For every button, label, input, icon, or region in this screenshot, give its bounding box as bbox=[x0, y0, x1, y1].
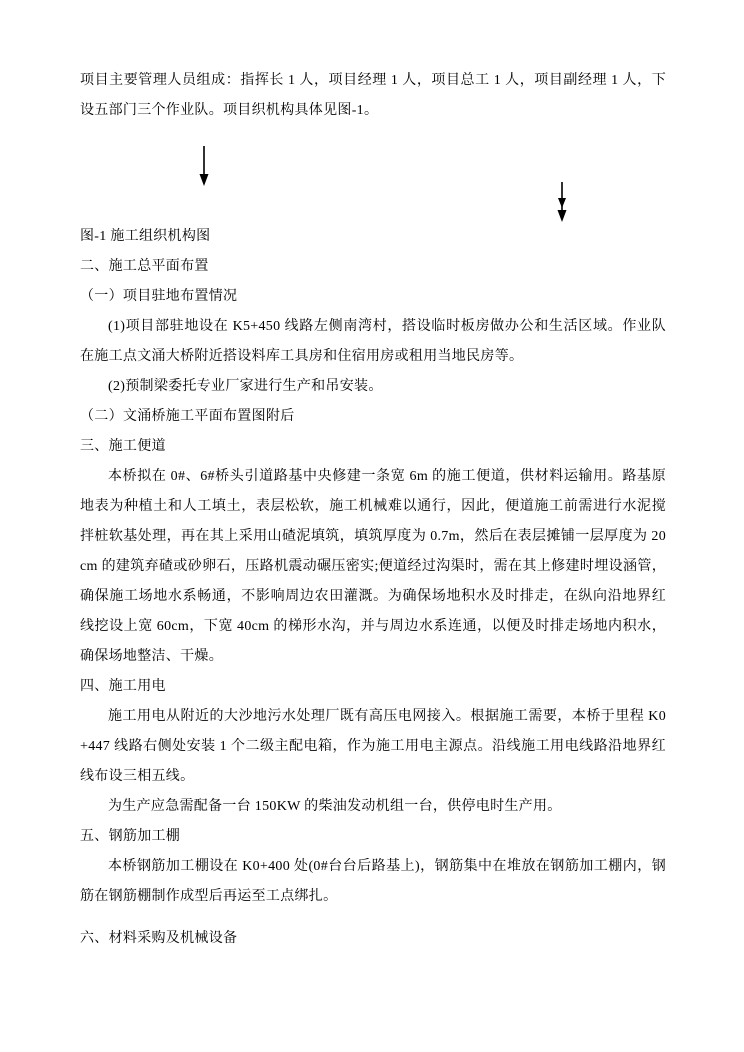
section4-paragraph-2: 为生产应急需配备一台 150KW 的柴油发动机组一台，供停电时生产用。 bbox=[108, 799, 562, 814]
section5-title: 五、钢筋加工棚 bbox=[80, 829, 181, 844]
figure-caption: 图-1 施工组织机构图 bbox=[80, 229, 211, 244]
section2-sub1-title: （一）项目驻地布置情况 bbox=[80, 289, 238, 304]
section3-title: 三、施工便道 bbox=[80, 439, 166, 454]
section3-paragraph-1: 本桥拟在 0#、6#桥头引道路基中央修建一条宽 6m 的施工便道，供材料运输用。路基原地表为种植土和人工填土，表层松软，施工机械难以通行，因此，便道施工前需进行水泥搅拌桩软基处理，再在其上采用山碴泥填筑，填筑厚度为 0.7m，然后在表层摊铺一层厚度为 20cm 的建筑弃碴或砂卵石，压路机震动碾压密实;便道经过沟渠时，需在其上修建时埋设涵管，确保施工场地水系畅通，不影响周边农田灌溉。为确保场地积水及时排走，在纵向沿地界红线挖设上宽 60cm，下宽 40cm 的梯形水沟，并与周边水系连通，以便及时排走场地内积水，确保场地整洁、干燥。 bbox=[80, 469, 666, 664]
arrow-down-icon bbox=[198, 146, 210, 186]
section4-paragraph-1: 施工用电从附近的大沙地污水处理厂既有高压电网接入。根据施工需要，本桥于里程 K0+447 线路右侧处安装 1 个二级主配电箱，作为施工用电主源点。沿线施工用电线路沿地界红线布设三相五线。 bbox=[80, 709, 666, 784]
intro-paragraph: 项目主要管理人员组成：指挥长 1 人，项目经理 1 人，项目总工 1 人，项目副经理 1 人，下设五部门三个作业队。项目织机构具体见图-1。 bbox=[80, 73, 666, 118]
section5-paragraph-1: 本桥钢筋加工棚设在 K0+400 处(0#台台后路基上)，钢筋集中在堆放在钢筋加工棚内，钢筋在钢筋棚制作成型后再运至工点绑扎。 bbox=[80, 859, 666, 904]
arrow-down-icon bbox=[556, 182, 568, 222]
section6-title: 六、材料采购及机械设备 bbox=[80, 931, 238, 946]
section4-title: 四、施工用电 bbox=[80, 679, 166, 694]
org-chart-figure bbox=[80, 126, 666, 222]
section2-title: 二、施工总平面布置 bbox=[80, 259, 209, 274]
section2-sub2-title: （二）文涌桥施工平面布置图附后 bbox=[80, 409, 295, 424]
section2-paragraph-2: (2)预制梁委托专业厂家进行生产和吊安装。 bbox=[108, 379, 383, 394]
section2-paragraph-1: (1)项目部驻地设在 K5+450 线路左侧南湾村，搭设临时板房做办公和生活区域。作业队在施工点文涌大桥附近搭设料库工具房和住宿用房或租用当地民房等。 bbox=[80, 319, 666, 364]
